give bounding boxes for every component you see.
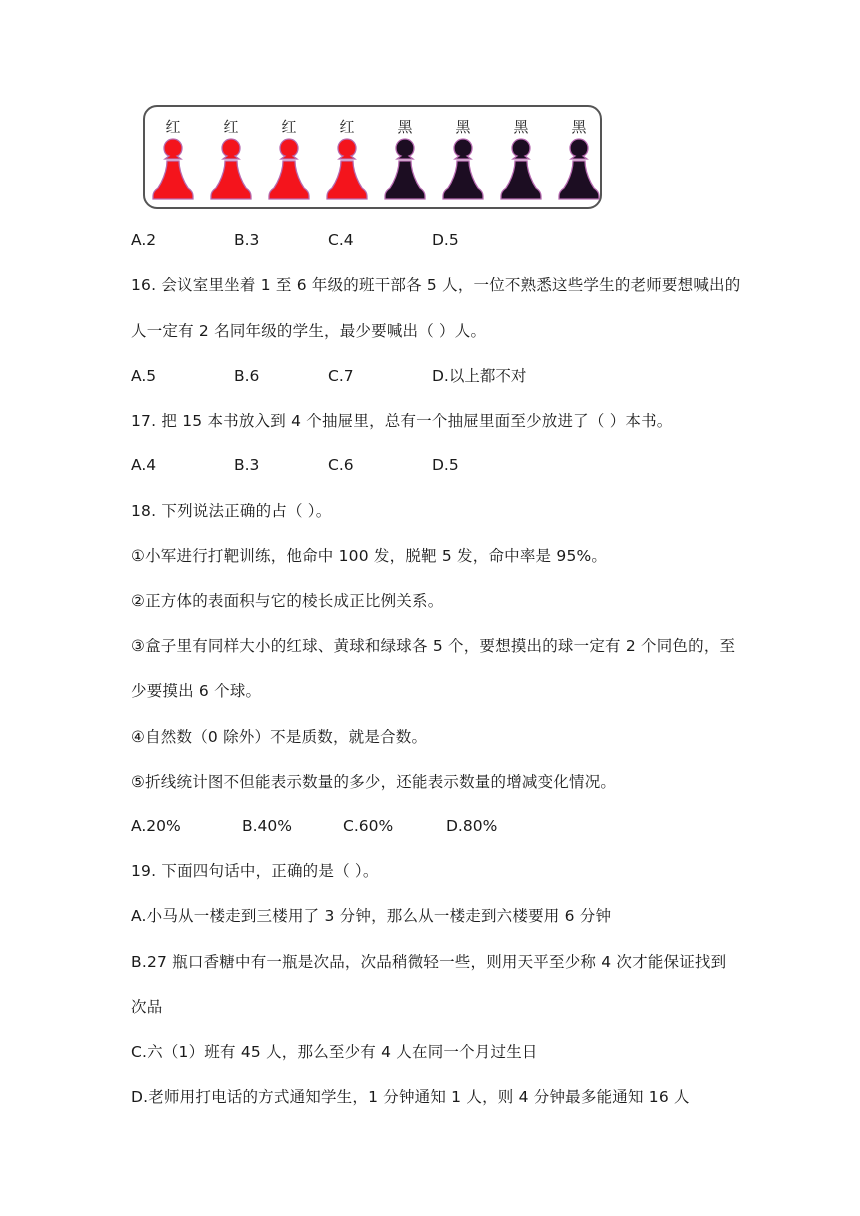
q16-option-d: D.以上都不对 bbox=[432, 367, 527, 385]
chess-piece bbox=[264, 107, 314, 211]
piece-label: 黑 bbox=[397, 118, 413, 136]
chess-piece bbox=[206, 107, 256, 211]
q16-option-c: C.7 bbox=[328, 367, 354, 385]
q18-option-d: D.80% bbox=[446, 817, 498, 835]
pawn-icon bbox=[383, 137, 427, 201]
chess-piece bbox=[380, 107, 430, 211]
pawn-icon bbox=[557, 137, 601, 201]
q18-option-a: A.20% bbox=[131, 817, 181, 835]
q17-stem: 17. 把 15 本书放入到 4 个抽屉里，总有一个抽屉里面至少放进了（ ）本书。 bbox=[131, 412, 673, 430]
chess-pieces-figure bbox=[143, 105, 602, 209]
pawn-icon bbox=[441, 137, 485, 201]
pawn-icon bbox=[325, 137, 369, 201]
q18-statement-1: ①小军进行打靶训练，他命中 100 发，脱靶 5 发，命中率是 95%。 bbox=[131, 547, 608, 565]
q17-option-d: D.5 bbox=[432, 456, 459, 474]
q17-option-c: C.6 bbox=[328, 456, 354, 474]
q19-stem: 19. 下面四句话中，正确的是（ ）。 bbox=[131, 862, 379, 880]
chess-piece bbox=[322, 107, 372, 211]
q16-stem-line2: 人一定有 2 名同年级的学生，最少要喊出（ ）人。 bbox=[131, 322, 487, 340]
piece-label: 红 bbox=[165, 118, 181, 136]
pawn-icon bbox=[209, 137, 253, 201]
q18-option-b: B.40% bbox=[242, 817, 293, 835]
q18-stem: 18. 下列说法正确的占（ ）。 bbox=[131, 502, 332, 520]
q15-option-d: D.5 bbox=[432, 231, 459, 249]
q17-option-a: A.4 bbox=[131, 456, 157, 474]
pawn-icon bbox=[151, 137, 195, 201]
chess-piece bbox=[554, 107, 604, 211]
q18-option-c: C.60% bbox=[343, 817, 394, 835]
q19-option-b-line1: B.27 瓶口香糖中有一瓶是次品，次品稍微轻一些，则用天平至少称 4 次才能保证找到 bbox=[131, 953, 727, 971]
pawn-icon bbox=[499, 137, 543, 201]
chess-piece bbox=[148, 107, 198, 211]
q17-option-b: B.3 bbox=[234, 456, 260, 474]
q19-option-c: C.六（1）班有 45 人，那么至少有 4 人在同一个月过生日 bbox=[131, 1043, 538, 1061]
q18-statement-3b: 少要摸出 6 个球。 bbox=[131, 682, 262, 700]
q18-statement-5: ⑤折线统计图不但能表示数量的多少，还能表示数量的增减变化情况。 bbox=[131, 773, 617, 791]
piece-label: 红 bbox=[223, 118, 239, 136]
piece-label: 黑 bbox=[513, 118, 529, 136]
piece-label: 红 bbox=[281, 118, 297, 136]
q16-option-b: B.6 bbox=[234, 367, 260, 385]
chess-piece bbox=[438, 107, 488, 211]
q16-stem-line1: 16. 会议室里坐着 1 至 6 年级的班干部各 5 人，一位不熟悉这些学生的老师要想喊出的 bbox=[131, 276, 741, 294]
piece-label: 红 bbox=[339, 118, 355, 136]
pawn-icon bbox=[267, 137, 311, 201]
q19-option-d: D.老师用打电话的方式通知学生，1 分钟通知 1 人，则 4 分钟最多能通知 16 人 bbox=[131, 1088, 690, 1106]
q16-option-a: A.5 bbox=[131, 367, 157, 385]
piece-label: 黑 bbox=[571, 118, 587, 136]
q18-statement-2: ②正方体的表面积与它的棱长成正比例关系。 bbox=[131, 592, 444, 610]
piece-label: 黑 bbox=[455, 118, 471, 136]
q15-option-a: A.2 bbox=[131, 231, 157, 249]
q19-option-b-line2: 次品 bbox=[131, 998, 163, 1016]
q18-statement-4: ④自然数（0 除外）不是质数，就是合数。 bbox=[131, 728, 428, 746]
q19-option-a: A.小马从一楼走到三楼用了 3 分钟，那么从一楼走到六楼要用 6 分钟 bbox=[131, 907, 612, 925]
chess-piece bbox=[496, 107, 546, 211]
q18-statement-3a: ③盒子里有同样大小的红球、黄球和绿球各 5 个，要想摸出的球一定有 2 个同色的，至 bbox=[131, 637, 736, 655]
q15-option-c: C.4 bbox=[328, 231, 354, 249]
q15-option-b: B.3 bbox=[234, 231, 260, 249]
